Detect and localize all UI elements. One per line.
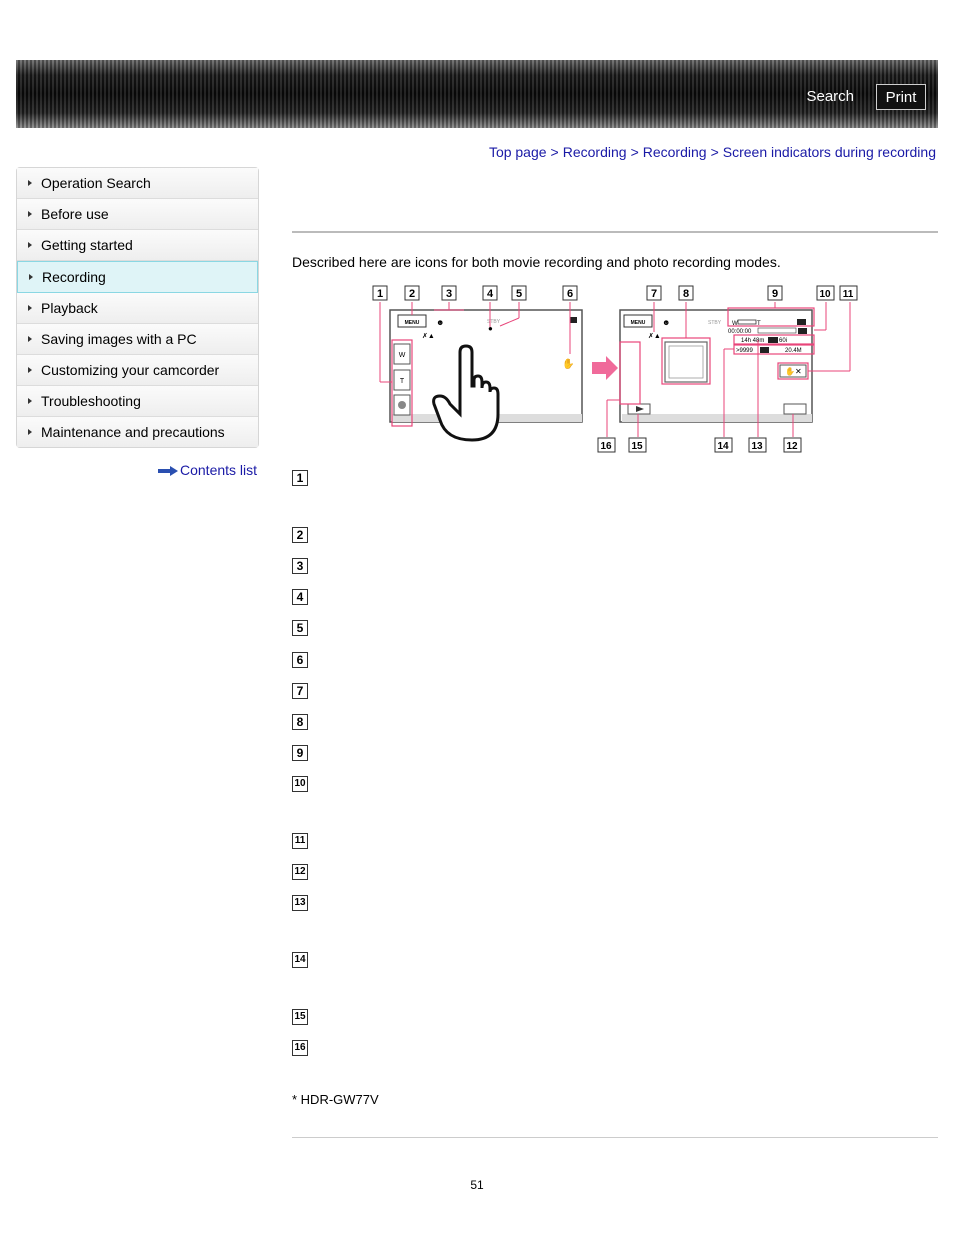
callout-number: 16 xyxy=(600,441,612,452)
callout-number: 1 xyxy=(376,288,384,300)
tracking-cancel-icon: ✋✕ xyxy=(785,367,802,376)
item-marker-10: 10 xyxy=(292,776,308,792)
item-marker-8: 8 xyxy=(292,714,308,730)
arrow-right-icon xyxy=(28,211,32,217)
callout-number: 9 xyxy=(771,288,779,300)
arrow-right-icon xyxy=(28,367,32,373)
item-marker-9: 9 xyxy=(292,745,308,761)
arrow-right-icon xyxy=(28,242,32,248)
page-number: 51 xyxy=(470,1178,484,1192)
header-bar xyxy=(16,60,938,128)
item-marker-7: 7 xyxy=(292,683,308,699)
rec-mode-icon xyxy=(768,337,778,343)
record-dot-icon xyxy=(398,401,406,409)
item-marker-12: 12 xyxy=(292,864,308,880)
breadcrumb-separator: > xyxy=(550,144,559,160)
timecode: 00:00:00 xyxy=(728,329,752,335)
touch-focus-icon: ● xyxy=(488,324,493,333)
breadcrumb-current-page[interactable]: Screen indicators during recording xyxy=(722,144,936,160)
media-icon xyxy=(798,328,807,334)
bottom-divider xyxy=(292,1137,938,1138)
callouts-bottom xyxy=(598,438,801,452)
stby-label: STBY xyxy=(708,320,722,326)
sidebar-item-playback[interactable] xyxy=(17,293,258,324)
face-icon: ☻ xyxy=(436,318,445,327)
battery-icon xyxy=(797,319,806,325)
print-button[interactable]: Print xyxy=(876,84,926,110)
callout-number: 2 xyxy=(408,288,416,300)
callout-number: 4 xyxy=(486,288,494,300)
focus-frame xyxy=(665,342,707,382)
zoom-w-label: W xyxy=(398,352,406,359)
item-marker-1: 1 xyxy=(292,470,308,486)
callout-number: 14 xyxy=(717,441,729,452)
zoom-t-label: T xyxy=(399,378,405,385)
arrow-right-icon xyxy=(28,429,32,435)
callout-number: 5 xyxy=(515,288,523,300)
sidebar-item-recording[interactable] xyxy=(17,261,258,293)
sidebar-item-troubleshooting[interactable] xyxy=(17,386,258,417)
breadcrumb-separator: > xyxy=(710,144,719,160)
screen-indicators-figure xyxy=(360,282,860,458)
screen-shadow xyxy=(622,414,812,422)
breadcrumb-separator: > xyxy=(630,144,639,160)
arrow-right-icon xyxy=(158,466,178,476)
item-marker-16: 16 xyxy=(292,1040,308,1056)
item-marker-4: 4 xyxy=(292,589,308,605)
callout-number: 11 xyxy=(842,289,854,300)
item-marker-2: 2 xyxy=(292,527,308,543)
sidebar-item-before-use[interactable] xyxy=(17,199,258,230)
search-button[interactable]: Search xyxy=(806,88,854,105)
face-icon: ☻ xyxy=(662,318,671,327)
sidebar-item-label: Recording xyxy=(42,269,106,285)
photo-size: 20.4M xyxy=(785,348,802,354)
sidebar-item-label: Troubleshooting xyxy=(41,393,141,409)
gps-icon: ✗▲ xyxy=(422,333,435,340)
callout-number: 12 xyxy=(786,441,798,452)
callout-number: 3 xyxy=(445,288,453,300)
breadcrumb-recording-1[interactable]: Recording xyxy=(562,144,627,160)
arrow-right-icon xyxy=(28,398,32,404)
intro-text: Described here are icons for both movie recording and photo recording modes. xyxy=(292,254,781,270)
photo-count: >9999 xyxy=(736,348,753,354)
sidebar-item-label: Before use xyxy=(41,206,109,222)
zoom-bar xyxy=(738,320,756,324)
camera-mode-button xyxy=(784,404,806,414)
arrow-right-icon xyxy=(29,274,33,280)
sidebar-nav xyxy=(16,167,259,448)
audio-level-meter xyxy=(758,328,796,333)
item-marker-6: 6 xyxy=(292,652,308,668)
sidebar-item-customizing[interactable] xyxy=(17,355,258,386)
item-marker-14: 14 xyxy=(292,952,308,968)
item-marker-15: 15 xyxy=(292,1009,308,1025)
callout-number: 6 xyxy=(566,288,574,300)
breadcrumb xyxy=(489,144,936,160)
top-divider xyxy=(292,231,938,233)
breadcrumb-recording-2[interactable]: Recording xyxy=(642,144,707,160)
tracking-icon: ✋ xyxy=(562,359,575,370)
sidebar-item-maintenance[interactable] xyxy=(17,417,258,447)
contents-list-link[interactable] xyxy=(158,462,257,478)
sidebar-item-saving-images[interactable] xyxy=(17,324,258,355)
callouts-top xyxy=(373,286,857,300)
callout-number: 13 xyxy=(751,441,763,452)
menu-label: MENU xyxy=(404,320,420,326)
breadcrumb-top-page[interactable]: Top page xyxy=(488,144,547,160)
photo-mode-icon xyxy=(760,347,769,353)
item-marker-11: 11 xyxy=(292,833,308,849)
arrow-right-icon xyxy=(592,356,618,380)
sidebar-item-label: Customizing your camcorder xyxy=(41,362,220,378)
stby-label: STBY xyxy=(487,319,501,325)
item-marker-3: 3 xyxy=(292,558,308,574)
zoom-label: W xyxy=(732,321,738,327)
callout-number: 8 xyxy=(682,288,690,300)
callout-number: 7 xyxy=(650,288,658,300)
item-marker-5: 5 xyxy=(292,620,308,636)
sidebar-item-label: Playback xyxy=(41,300,98,316)
arrow-right-icon xyxy=(28,305,32,311)
item-marker-13: 13 xyxy=(292,895,308,911)
sidebar-item-operation-search[interactable] xyxy=(17,168,258,199)
callout-number: 15 xyxy=(631,441,643,452)
rec-frame-rate: 60i xyxy=(779,338,788,344)
arrow-right-icon xyxy=(28,180,32,186)
callout-number: 10 xyxy=(819,289,831,300)
sidebar-item-label: Getting started xyxy=(41,237,133,253)
sidebar-item-label: Saving images with a PC xyxy=(41,331,197,347)
gps-icon: ✗▲ xyxy=(648,333,661,340)
menu-label: MENU xyxy=(630,320,646,326)
sidebar-item-label: Operation Search xyxy=(41,175,151,191)
sidebar-item-getting-started[interactable] xyxy=(17,230,258,261)
battery-icon xyxy=(570,317,577,323)
footnote: * HDR-GW77V xyxy=(292,1092,379,1107)
remaining-time: 14h 48m xyxy=(741,338,765,344)
contents-list-label: Contents list xyxy=(180,462,258,478)
arrow-right-icon xyxy=(28,336,32,342)
zoom-t-label: T xyxy=(757,321,761,327)
sidebar-item-label: Maintenance and precautions xyxy=(41,424,225,440)
